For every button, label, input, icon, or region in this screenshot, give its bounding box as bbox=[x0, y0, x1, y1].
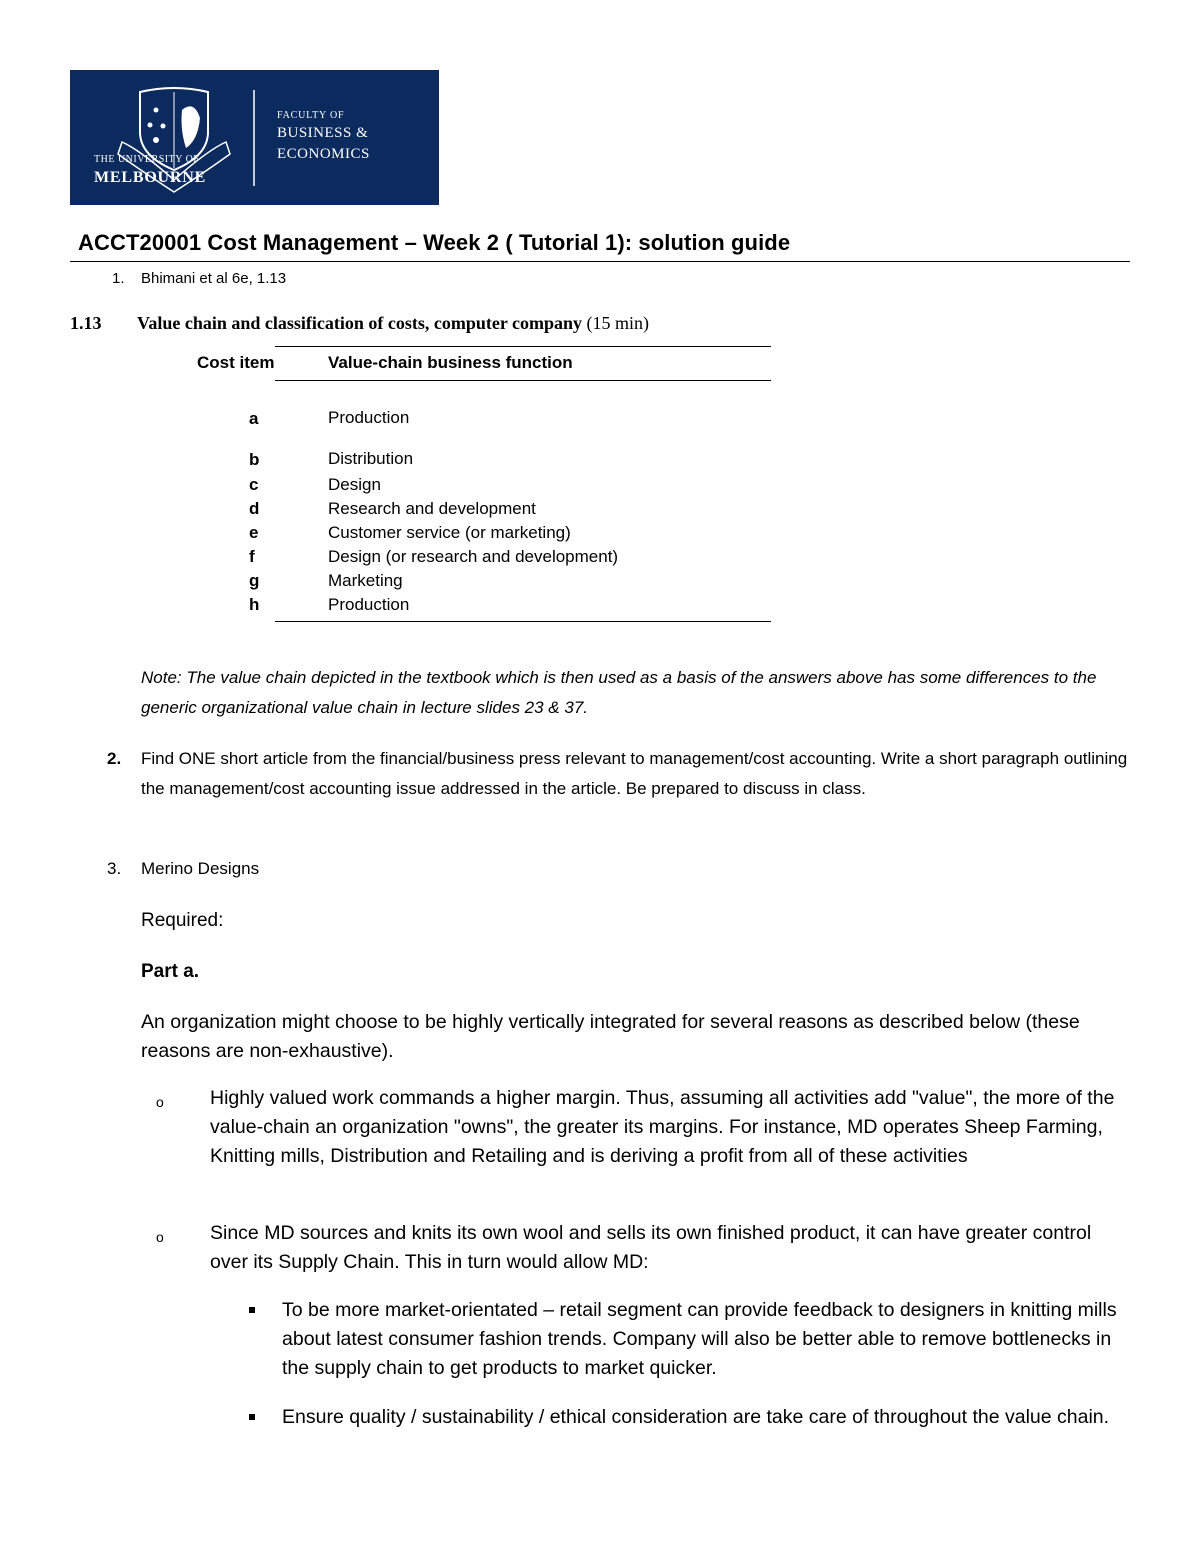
table-row-item: e bbox=[249, 523, 259, 542]
part-a-label: Part a. bbox=[141, 961, 200, 982]
q1-number: 1. bbox=[112, 270, 125, 287]
table-row-item: h bbox=[249, 595, 260, 614]
table-row-function: Research and development bbox=[328, 499, 536, 518]
note-paragraph: Note: The value chain depicted in the textbook which is then used as a basis of the answers above has some differences to the generic organizational value chain in lecture slides 23 & 37. bbox=[141, 668, 1097, 717]
table-header-rule bbox=[275, 380, 771, 381]
table-row-item: f bbox=[249, 547, 255, 566]
q3-number: 3. bbox=[107, 859, 122, 878]
table-top-rule bbox=[275, 346, 771, 347]
sub-bullet-item: Ensure quality / sustainability / ethical consideration are take care of throughout the value chain. bbox=[282, 1406, 1110, 1428]
table-row-function: Production bbox=[328, 408, 410, 427]
square-bullet-icon bbox=[249, 1307, 255, 1313]
table-row-function: Design (or research and development) bbox=[328, 547, 619, 566]
logo-faculty-line1: FACULTY OF bbox=[277, 110, 345, 121]
table-header-function: Value-chain business function bbox=[328, 353, 573, 372]
table-header-cost-item: Cost item bbox=[197, 353, 275, 372]
document-title: ACCT20001 Cost Management – Week 2 ( Tutorial 1): solution guide bbox=[78, 230, 791, 255]
square-bullet-icon bbox=[249, 1414, 255, 1420]
table-row-function: Marketing bbox=[328, 571, 403, 590]
bullet-marker: o bbox=[156, 1094, 164, 1110]
sub-bullet-item: To be more market-orientated – retail segment can provide feedback to designers in knitting mills about latest consumer fashion trends. Company will also be better able to remove bottlenecks in the supply chain to get products to market quicker. bbox=[282, 1299, 1117, 1379]
table-row-function: Design bbox=[328, 475, 381, 494]
exercise-time: (15 min) bbox=[586, 313, 650, 333]
title-divider bbox=[70, 261, 1130, 262]
table-row-item: c bbox=[249, 475, 259, 494]
logo-faculty-line3: ECONOMICS bbox=[277, 146, 370, 162]
required-label: Required: bbox=[141, 910, 224, 931]
table-row-item: g bbox=[249, 571, 260, 590]
q3-title: Merino Designs bbox=[141, 859, 260, 878]
q2-text: Find ONE short article from the financial/business press relevant to management/cost accounting. Write a short paragraph outlining the management/cost accounting issue addressed in the article. Be prepared to discuss in class. bbox=[141, 749, 1128, 798]
bullet-marker: o bbox=[156, 1229, 164, 1245]
logo-university-line2: MELBOURNE bbox=[94, 169, 207, 186]
table-row-item: b bbox=[249, 450, 260, 469]
logo-faculty-line2: BUSINESS & bbox=[277, 125, 369, 141]
table-bottom-rule bbox=[275, 621, 771, 622]
table-row-function: Distribution bbox=[328, 449, 414, 468]
part-a-intro: An organization might choose to be highly vertically integrated for several reasons as described below (these reasons are non-exhaustive). bbox=[141, 1011, 1080, 1062]
exercise-heading bbox=[137, 313, 649, 334]
bullet-item: Highly valued work commands a higher margin. Thus, assuming all activities add "value", the more of the value-chain an organization "owns", the greater its margins. For instance, MD operates Sheep Farming, Knitting mills, Distribution and Retailing and is deriving a profit from all of these activities bbox=[210, 1087, 1115, 1167]
university-logo bbox=[70, 70, 439, 205]
exercise-number: 1.13 bbox=[70, 313, 102, 333]
q2-number: 2. bbox=[107, 749, 122, 768]
q1-text: Bhimani et al 6e, 1.13 bbox=[141, 270, 287, 287]
table-row-function: Customer service (or marketing) bbox=[328, 523, 571, 542]
bullet-item: Since MD sources and knits its own wool and sells its own finished product, it can have greater control over its Supply Chain. This in turn would allow MD: bbox=[210, 1222, 1092, 1273]
exercise-title: Value chain and classification of costs, computer company bbox=[137, 313, 583, 333]
logo-university-line1: THE UNIVERSITY OF bbox=[94, 154, 200, 165]
table-row-function: Production bbox=[328, 595, 410, 614]
table-row-item: d bbox=[249, 499, 260, 518]
table-row-item: a bbox=[249, 409, 259, 428]
